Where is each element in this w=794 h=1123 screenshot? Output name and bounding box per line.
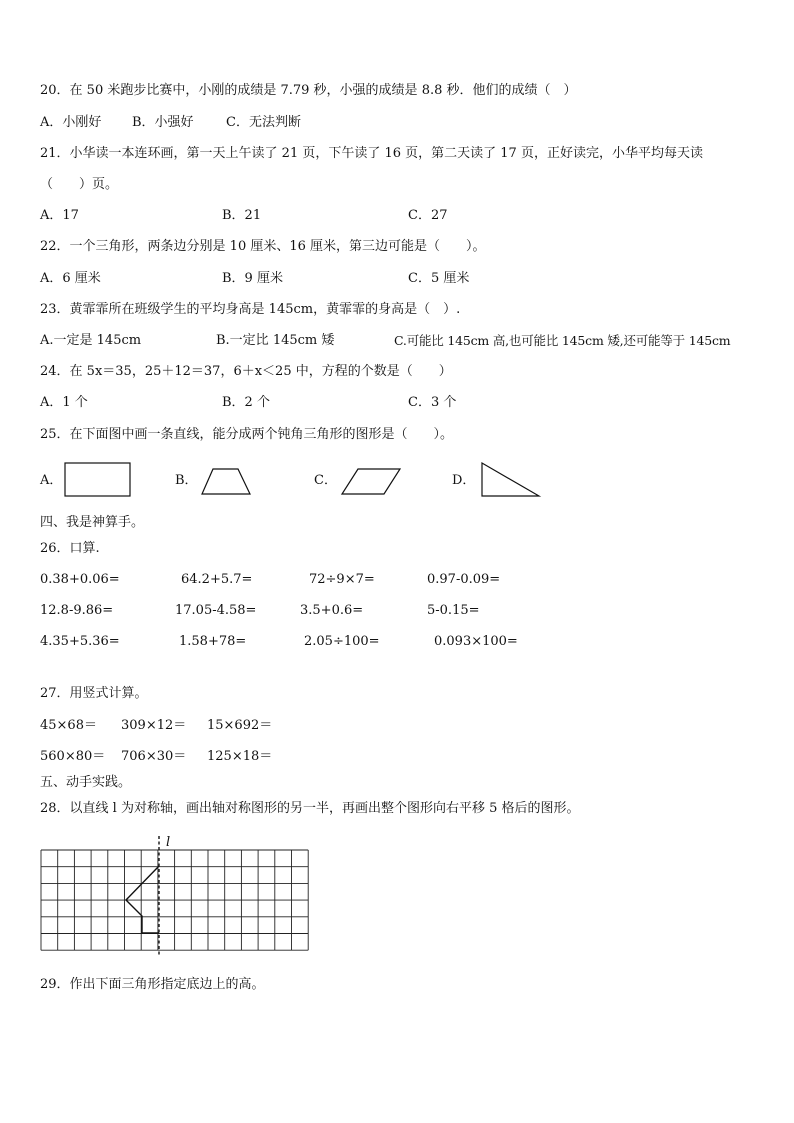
q26-r1-c4: 0.97-0.09= (427, 572, 501, 587)
q22-option-a: A．6 厘米 (40, 271, 101, 286)
q21-stem-cont: （ ）页。 (40, 177, 119, 192)
q26-r3-c4: 0.093×100= (434, 634, 518, 649)
q21-stem: 21．小华读一本连环画，第一天上午读了 21 页，下午读了 16 页，第二天读了 17 页，正好读完，小华平均每天读 (40, 146, 703, 161)
q20-option-c: C．无法判断 (226, 115, 301, 130)
q27-r2-c2: 706×30＝ (121, 749, 187, 764)
grid-lines (41, 850, 308, 950)
q27-r1-c3: 15×692＝ (207, 718, 273, 733)
q25-option-c: C． (314, 473, 337, 488)
q22-stem: 22．一个三角形，两条边分别是 10 厘米、16 厘米，第三边可能是（ ）。 (40, 239, 486, 254)
q28-stem: 28．以直线 l 为对称轴，画出轴对称图形的另一半，再画出整个图形向右平移 5 格后的图形。 (40, 801, 580, 816)
q24-option-b: B．2 个 (222, 395, 270, 410)
q29-stem: 29．作出下面三角形指定底边上的高。 (40, 977, 265, 992)
symmetry-grid (38, 834, 314, 956)
q26-stem: 26．口算. (40, 541, 100, 556)
q26-r2-c1: 12.8-9.86= (40, 603, 114, 618)
q26-r2-c2: 17.05-4.58= (175, 603, 257, 618)
parallelogram-figure (340, 468, 402, 496)
q27-r2-c3: 125×18＝ (207, 749, 273, 764)
q26-r1-c3: 72÷9×7= (309, 572, 375, 587)
q27-r1-c1: 45×68＝ (40, 718, 97, 733)
q26-r2-c4: 5-0.15= (427, 603, 480, 618)
q21-option-b: B．21 (222, 208, 262, 223)
q20-option-a: A．小刚好 (40, 115, 102, 130)
q23-option-b: B.一定比 145cm 矮 (216, 333, 335, 348)
section-4-heading: 四、我是神算手。 (40, 515, 145, 530)
q25-option-d: D． (452, 473, 476, 488)
q24-option-a: A．1 个 (40, 395, 88, 410)
q26-r3-c1: 4.35+5.36= (40, 634, 120, 649)
section-5-heading: 五、动手实践。 (40, 775, 132, 790)
q25-option-a: A． (40, 473, 63, 488)
axis-label-l: l (166, 835, 171, 850)
q26-r3-c2: 1.58+78= (179, 634, 247, 649)
q24-option-c: C．3 个 (408, 395, 457, 410)
q27-r2-c1: 560×80＝ (40, 749, 106, 764)
q27-stem: 27．用竖式计算。 (40, 686, 148, 701)
q26-r1-c1: 0.38+0.06= (40, 572, 120, 587)
half-figure (126, 866, 159, 933)
q20-stem: 20．在 50 米跑步比赛中，小刚的成绩是 7.79 秒，小强的成绩是 8.8 秒．他们的成绩（ ） (40, 83, 577, 98)
q24-stem: 24．在 5x＝35，25＋12＝37，6＋x＜25 中，方程的个数是（ ） (40, 364, 452, 379)
q25-option-b: B． (175, 473, 198, 488)
q23-option-a: A.一定是 145cm (40, 333, 142, 348)
q25-stem: 25．在下面图中画一条直线，能分成两个钝角三角形的图形是（ ）。 (40, 427, 454, 442)
trapezoid-figure (200, 468, 252, 496)
q22-option-b: B．9 厘米 (222, 271, 283, 286)
q21-option-a: A．17 (40, 208, 79, 223)
q23-stem: 23．黄霏霏所在班级学生的平均身高是 145cm，黄霏霏的身高是（ ）. (40, 302, 461, 317)
q26-r3-c3: 2.05÷100= (304, 634, 380, 649)
q27-r1-c2: 309×12＝ (121, 718, 187, 733)
q26-r1-c2: 64.2+5.7= (181, 572, 253, 587)
q23-option-c: C.可能比 145cm 高,也可能比 145cm 矮,还可能等于 145cm (394, 333, 731, 348)
q22-option-c: C．5 厘米 (408, 271, 470, 286)
rectangle-figure (64, 462, 132, 498)
q20-option-b: B．小强好 (132, 115, 194, 130)
q21-option-c: C．27 (408, 208, 448, 223)
q26-r2-c3: 3.5+0.6= (300, 603, 364, 618)
right-triangle-figure (480, 461, 542, 499)
